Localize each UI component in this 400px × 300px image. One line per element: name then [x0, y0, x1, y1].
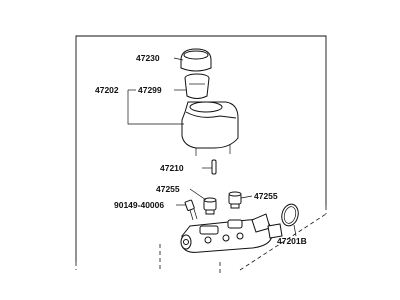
label-47299: 47299 — [138, 85, 162, 95]
label-47230: 47230 — [136, 53, 160, 63]
leader-47255-right — [241, 196, 252, 198]
label-47210: 47210 — [160, 163, 184, 173]
master-cylinder-body-part — [181, 214, 282, 252]
reservoir-cap-part — [181, 49, 211, 71]
reservoir-tank-part — [182, 102, 238, 156]
reservoir-strainer-part — [185, 74, 209, 99]
grommet-right-part — [229, 192, 241, 208]
label-47255-right: 47255 — [254, 191, 278, 201]
label-47255-left: 47255 — [156, 184, 180, 194]
label-47202: 47202 — [95, 85, 119, 95]
label-90149-40006: 90149-40006 — [114, 200, 165, 210]
leader-47202 — [128, 90, 184, 124]
grommet-left-part — [204, 198, 216, 214]
reservoir-pin-part — [212, 160, 216, 174]
label-47201b: 47201B — [277, 236, 307, 246]
screw-part — [185, 200, 197, 220]
o-ring-part — [279, 202, 300, 227]
leader-47255-left — [190, 189, 206, 200]
